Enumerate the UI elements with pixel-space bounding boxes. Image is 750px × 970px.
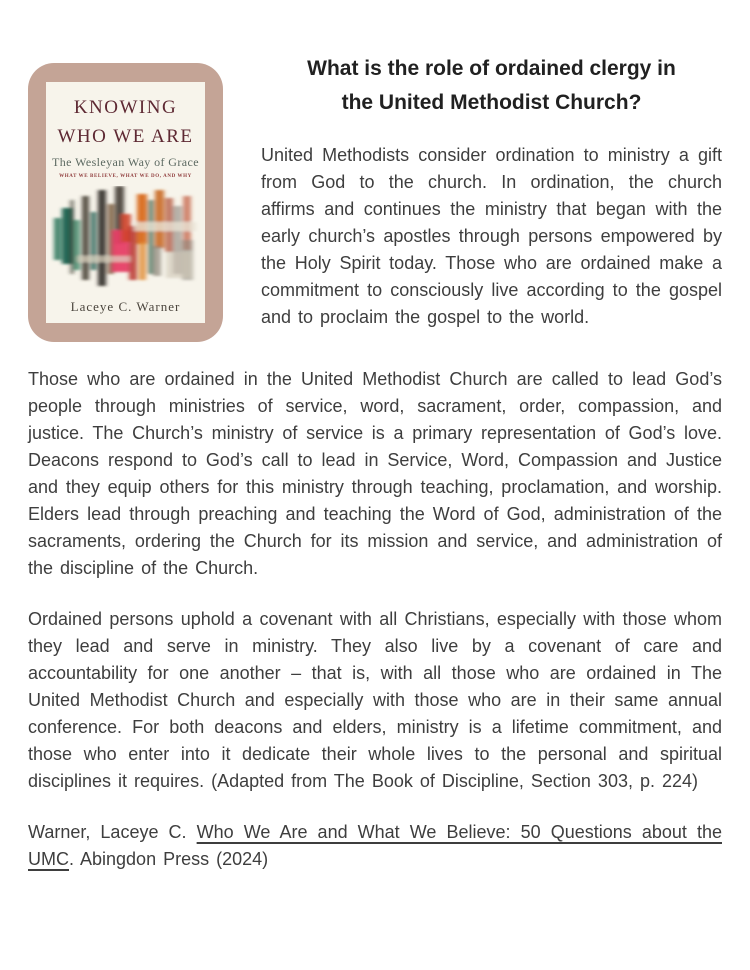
citation-author: Warner, Laceye C. <box>28 822 197 842</box>
page-title-line1: What is the role of ordained clergy in <box>307 57 676 80</box>
page-title <box>261 52 722 120</box>
book-cover-author: Laceye C. Warner <box>70 299 181 314</box>
page-title-line2: the United Methodist Church? <box>341 91 642 114</box>
body-paragraph-2: Those who are ordained in the United Methodist Church are called to lead God’s people through ministries of service, word, sacrament, order, compassion, and justice. The Church’s ministry of service is a primary representation of God’s love. Deacons respond to God’s call to lead in Service, Word, Compassion and Justice and they equip others for this ministry through teaching, proclamation, and worship. Elders lead through preaching and teaching the Word of God, administration of the sacraments, ordering the Church for its mission and service, and administration of the discipline of the Church. <box>28 369 722 578</box>
book-cover-title <box>57 93 193 151</box>
intro-paragraph: United Methodists consider ordination to ministry a gift from God to the church. In ordination, the church affirms and continues the ministry that began with the early church’s apostles through persons empowered by the Holy Spirit today. Those who are ordained make a commitment to consciously live according to the gospel and to proclaim the gospel to the world. <box>261 145 722 327</box>
citation-book-title: Who We Are and What We Believe: 50 Questions about the UMC <box>28 822 722 869</box>
book-cover-title-line1: KNOWING <box>73 97 178 118</box>
book-cover-title-line2: WHO WE ARE <box>57 126 194 147</box>
book-cover <box>28 63 223 342</box>
abstract-painting-image <box>50 186 202 294</box>
book-cover-tagline: WHAT WE BELIEVE, WHAT WE DO, AND WHY <box>59 174 192 179</box>
citation-publisher: . Abingdon Press (2024) <box>69 849 269 869</box>
body-paragraph-3: Ordained persons uphold a covenant with all Christians, especially with those whom they lead and serve in ministry. They also live by a covenant of care and accountability for one another – that is, with all those who are ordained in The United Methodist Church and especially with those who are in their same annual conference. For both deacons and elders, ministry is a lifetime commitment, and those who enter into it dedicate their whole lives to the personal and spiritual disciplines it requires. (Adapted from The Book of Discipline, Section 303, p. 224) <box>28 609 722 791</box>
book-cover-subtitle: The Wesleyan Way of Grace <box>52 155 199 169</box>
citation <box>28 819 722 873</box>
header-text-column <box>261 48 722 342</box>
header-section <box>28 0 722 342</box>
book-cover-inner <box>46 82 205 323</box>
